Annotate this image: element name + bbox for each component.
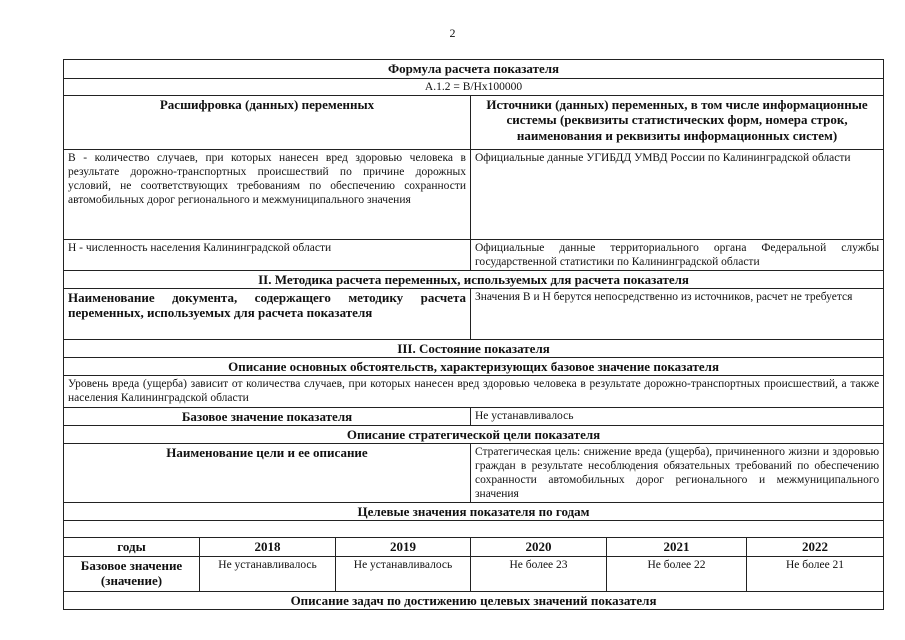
section3-title: III. Состояние показателя xyxy=(64,339,884,357)
year-2022: 2022 xyxy=(747,538,884,557)
variables-header-left: Расшифровка (данных) переменных xyxy=(64,95,471,149)
strategic-value: Стратегическая цель: снижение вреда (ущерба), причиненного жизни и здоровью граждан в результате несоблюдения обязательных требований по обеспечению сохранности автомобильных дорог регионального и межмуниципального значения xyxy=(471,444,884,503)
variable-b-source: Официальные данные УГИБДД УМВД России по Калининградской области xyxy=(471,149,884,239)
year-2021: 2021 xyxy=(607,538,747,557)
year-2020: 2020 xyxy=(471,538,607,557)
base-value-label: Базовое значение показателя xyxy=(64,407,471,426)
year-2019: 2019 xyxy=(336,538,471,557)
page-number: 2 xyxy=(449,26,456,40)
tasks-title: Описание задач по достижению целевых значений показателя xyxy=(64,591,884,609)
value-2021: Не более 22 xyxy=(607,556,747,591)
formula-value: А.1.2 = В/Нх100000 xyxy=(64,78,884,95)
indicator-passport-table xyxy=(63,59,884,610)
targets-spacer xyxy=(64,521,884,538)
section2-label: Наименование документа, содержащего методику расчета переменных, используемых для расчета показателя xyxy=(64,288,471,339)
value-2020: Не более 23 xyxy=(471,556,607,591)
years-label: годы xyxy=(64,538,200,557)
formula-title: Формула расчета показателя xyxy=(64,60,884,79)
section3-description: Уровень вреда (ущерба) зависит от количества случаев, при которых нанесен вред здоровью человека в результате дорожно-транспортных происшествий, а также населения Калининградской области xyxy=(64,375,884,407)
section3-subtitle: Описание основных обстоятельств, характеризующих базовое значение показателя xyxy=(64,357,884,375)
targets-title: Целевые значения показателя по годам xyxy=(64,503,884,521)
variable-b-description: В - количество случаев, при которых нанесен вред здоровью человека в результате дорожно-транспортных происшествий по причине дорожных условий, не соответствующих требованиям по обеспечению сохранности автомобильных дорог регионального и межмуниципального значения xyxy=(64,149,471,239)
variables-header-right: Источники (данных) переменных, в том числе информационные системы (реквизиты статистических форм, номера строк, наименования и реквизиты информационных систем) xyxy=(471,95,884,149)
value-2018: Не устанавливалось xyxy=(200,556,336,591)
strategic-title: Описание стратегической цели показателя xyxy=(64,426,884,444)
base-row-label: Базовое значение (значение) xyxy=(64,556,200,591)
variable-h-description: Н - численность населения Калининградской области xyxy=(64,239,471,270)
strategic-label: Наименование цели и ее описание xyxy=(64,444,471,503)
year-2018: 2018 xyxy=(200,538,336,557)
variable-h-source: Официальные данные территориального органа Федеральной службы государственной статистики по Калининградской области xyxy=(471,239,884,270)
value-2019: Не устанавливалось xyxy=(336,556,471,591)
base-value: Не устанавливалось xyxy=(471,407,884,426)
section2-value: Значения В и Н берутся непосредственно из источников, расчет не требуется xyxy=(471,288,884,339)
section2-title: II. Методика расчета переменных, используемых для расчета показателя xyxy=(64,270,884,288)
value-2022: Не более 21 xyxy=(747,556,884,591)
